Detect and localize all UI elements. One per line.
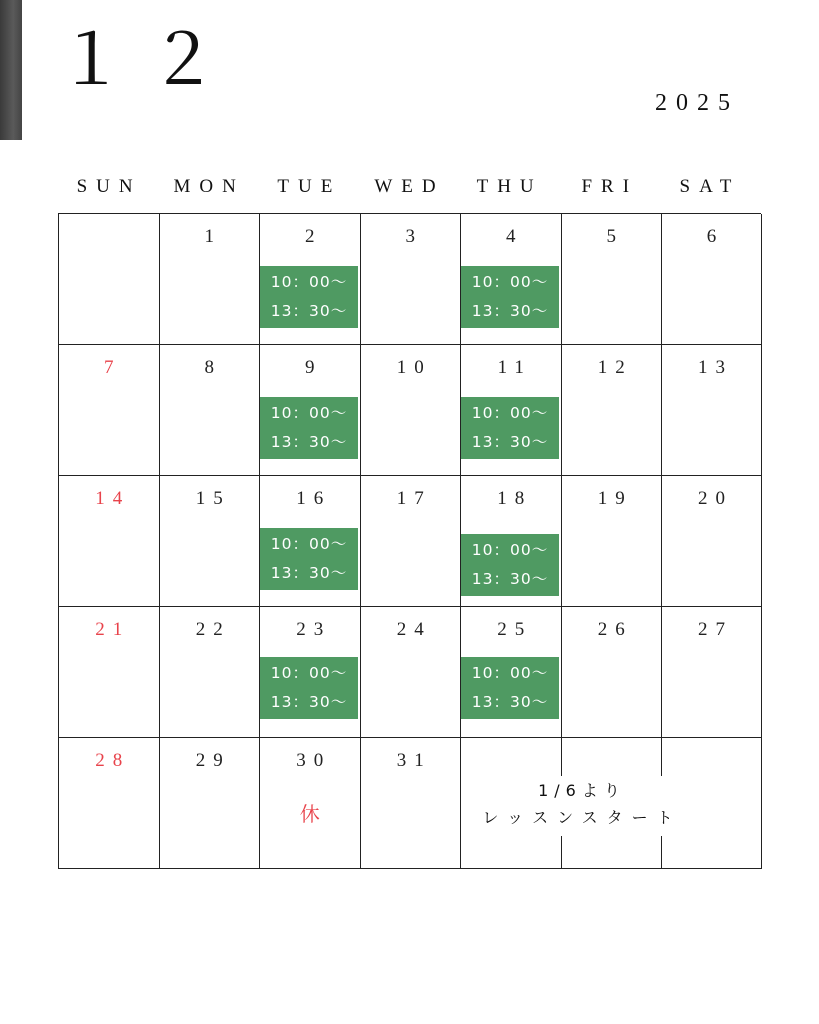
day-cell bbox=[59, 476, 160, 607]
day-number: 15 bbox=[195, 488, 231, 509]
calendar-grid bbox=[58, 213, 761, 869]
lesson-times-badge bbox=[260, 528, 358, 590]
lesson-time-morning: 10：00～ bbox=[270, 535, 348, 553]
day-number: 11 bbox=[497, 357, 532, 378]
lesson-start-notice bbox=[462, 778, 762, 828]
day-number: 2 bbox=[305, 226, 323, 247]
day-cell bbox=[59, 738, 160, 869]
day-cell bbox=[260, 214, 361, 345]
lesson-time-morning: 10：00～ bbox=[270, 273, 348, 291]
day-number: 16 bbox=[296, 488, 332, 509]
day-cell bbox=[59, 607, 160, 738]
lesson-time-morning: 10：00～ bbox=[471, 404, 549, 422]
day-number: 22 bbox=[195, 619, 231, 640]
day-cell bbox=[361, 738, 462, 869]
day-number: 28 bbox=[95, 750, 131, 771]
day-cell bbox=[461, 476, 562, 607]
month-title: １２ bbox=[56, 23, 240, 100]
day-cell bbox=[361, 214, 462, 345]
day-cell bbox=[662, 345, 762, 476]
day-number: 9 bbox=[305, 357, 323, 378]
weekday-sun: SUN bbox=[76, 176, 142, 197]
day-number: 10 bbox=[396, 357, 432, 378]
lesson-time-morning: 10：00～ bbox=[471, 664, 549, 682]
lesson-time-morning: 10：00～ bbox=[471, 541, 549, 559]
day-cell bbox=[461, 214, 562, 345]
decorative-side-bar bbox=[0, 0, 22, 140]
lesson-times-badge bbox=[260, 397, 358, 459]
day-cell bbox=[361, 607, 462, 738]
day-number: 27 bbox=[698, 619, 733, 640]
weekday-tue: TUE bbox=[277, 176, 342, 197]
day-cell bbox=[662, 607, 762, 738]
day-number: 20 bbox=[698, 488, 733, 509]
day-cell bbox=[260, 738, 361, 869]
day-cell bbox=[160, 607, 261, 738]
weekday-mon: MON bbox=[173, 176, 245, 197]
day-cell bbox=[461, 345, 562, 476]
day-cell bbox=[260, 345, 361, 476]
day-number: 5 bbox=[606, 226, 624, 247]
day-cell bbox=[662, 476, 762, 607]
day-cell bbox=[662, 214, 762, 345]
notice-line-1: 1/6より bbox=[538, 781, 626, 800]
lesson-times-badge bbox=[461, 534, 559, 596]
day-cell bbox=[562, 476, 663, 607]
year-label: 2025 bbox=[655, 90, 739, 116]
lesson-time-afternoon: 13：30～ bbox=[270, 564, 348, 582]
lesson-time-afternoon: 13：30～ bbox=[270, 693, 348, 711]
day-number: 1 bbox=[204, 226, 222, 247]
lesson-times-badge bbox=[260, 266, 358, 328]
day-number: 8 bbox=[204, 357, 222, 378]
day-number: 21 bbox=[95, 619, 131, 640]
lesson-time-morning: 10：00～ bbox=[270, 404, 348, 422]
lesson-time-morning: 10：00～ bbox=[471, 273, 549, 291]
day-number: 18 bbox=[497, 488, 533, 509]
day-number: 24 bbox=[396, 619, 432, 640]
day-cell bbox=[160, 214, 261, 345]
day-cell bbox=[562, 345, 663, 476]
day-cell bbox=[160, 345, 261, 476]
weekday-header bbox=[59, 176, 760, 206]
day-cell bbox=[160, 738, 261, 869]
day-number: 23 bbox=[296, 619, 332, 640]
lesson-time-afternoon: 13：30～ bbox=[270, 433, 348, 451]
day-cell bbox=[461, 607, 562, 738]
day-number: 17 bbox=[396, 488, 432, 509]
day-cell bbox=[59, 214, 160, 345]
day-number: 6 bbox=[706, 226, 725, 247]
day-number: 26 bbox=[597, 619, 633, 640]
day-cell bbox=[562, 607, 663, 738]
weekday-fri: FRI bbox=[581, 176, 639, 197]
day-cell bbox=[160, 476, 261, 607]
closed-day-label: 休 bbox=[299, 802, 320, 826]
day-cell bbox=[361, 345, 462, 476]
day-number: 12 bbox=[597, 357, 633, 378]
day-cell bbox=[59, 345, 160, 476]
day-number: 13 bbox=[698, 357, 733, 378]
lesson-time-afternoon: 13：30～ bbox=[471, 302, 549, 320]
day-cell bbox=[260, 476, 361, 607]
notice-line-2: レッスンスタート bbox=[482, 808, 682, 827]
day-cell bbox=[562, 214, 663, 345]
lesson-times-badge bbox=[461, 397, 559, 459]
weekday-thu: THU bbox=[476, 176, 543, 197]
day-number: 3 bbox=[405, 226, 423, 247]
lesson-time-afternoon: 13：30～ bbox=[471, 570, 549, 588]
lesson-times-badge bbox=[260, 657, 358, 719]
day-number: 31 bbox=[396, 750, 432, 771]
weekday-wed: WED bbox=[374, 176, 445, 197]
lesson-times-badge bbox=[461, 266, 559, 328]
day-number: 4 bbox=[506, 226, 524, 247]
day-number: 25 bbox=[497, 619, 533, 640]
day-number: 29 bbox=[195, 750, 231, 771]
day-number: 14 bbox=[95, 488, 131, 509]
day-number: 30 bbox=[296, 750, 332, 771]
weekday-sat: SAT bbox=[679, 176, 741, 197]
lesson-time-afternoon: 13：30～ bbox=[471, 433, 549, 451]
day-number: 19 bbox=[597, 488, 633, 509]
day-cell bbox=[260, 607, 361, 738]
lesson-time-afternoon: 13：30～ bbox=[270, 302, 348, 320]
day-number: 7 bbox=[104, 357, 122, 378]
lesson-time-morning: 10：00～ bbox=[270, 664, 348, 682]
lesson-time-afternoon: 13：30～ bbox=[471, 693, 549, 711]
day-cell bbox=[361, 476, 462, 607]
lesson-times-badge bbox=[461, 657, 559, 719]
